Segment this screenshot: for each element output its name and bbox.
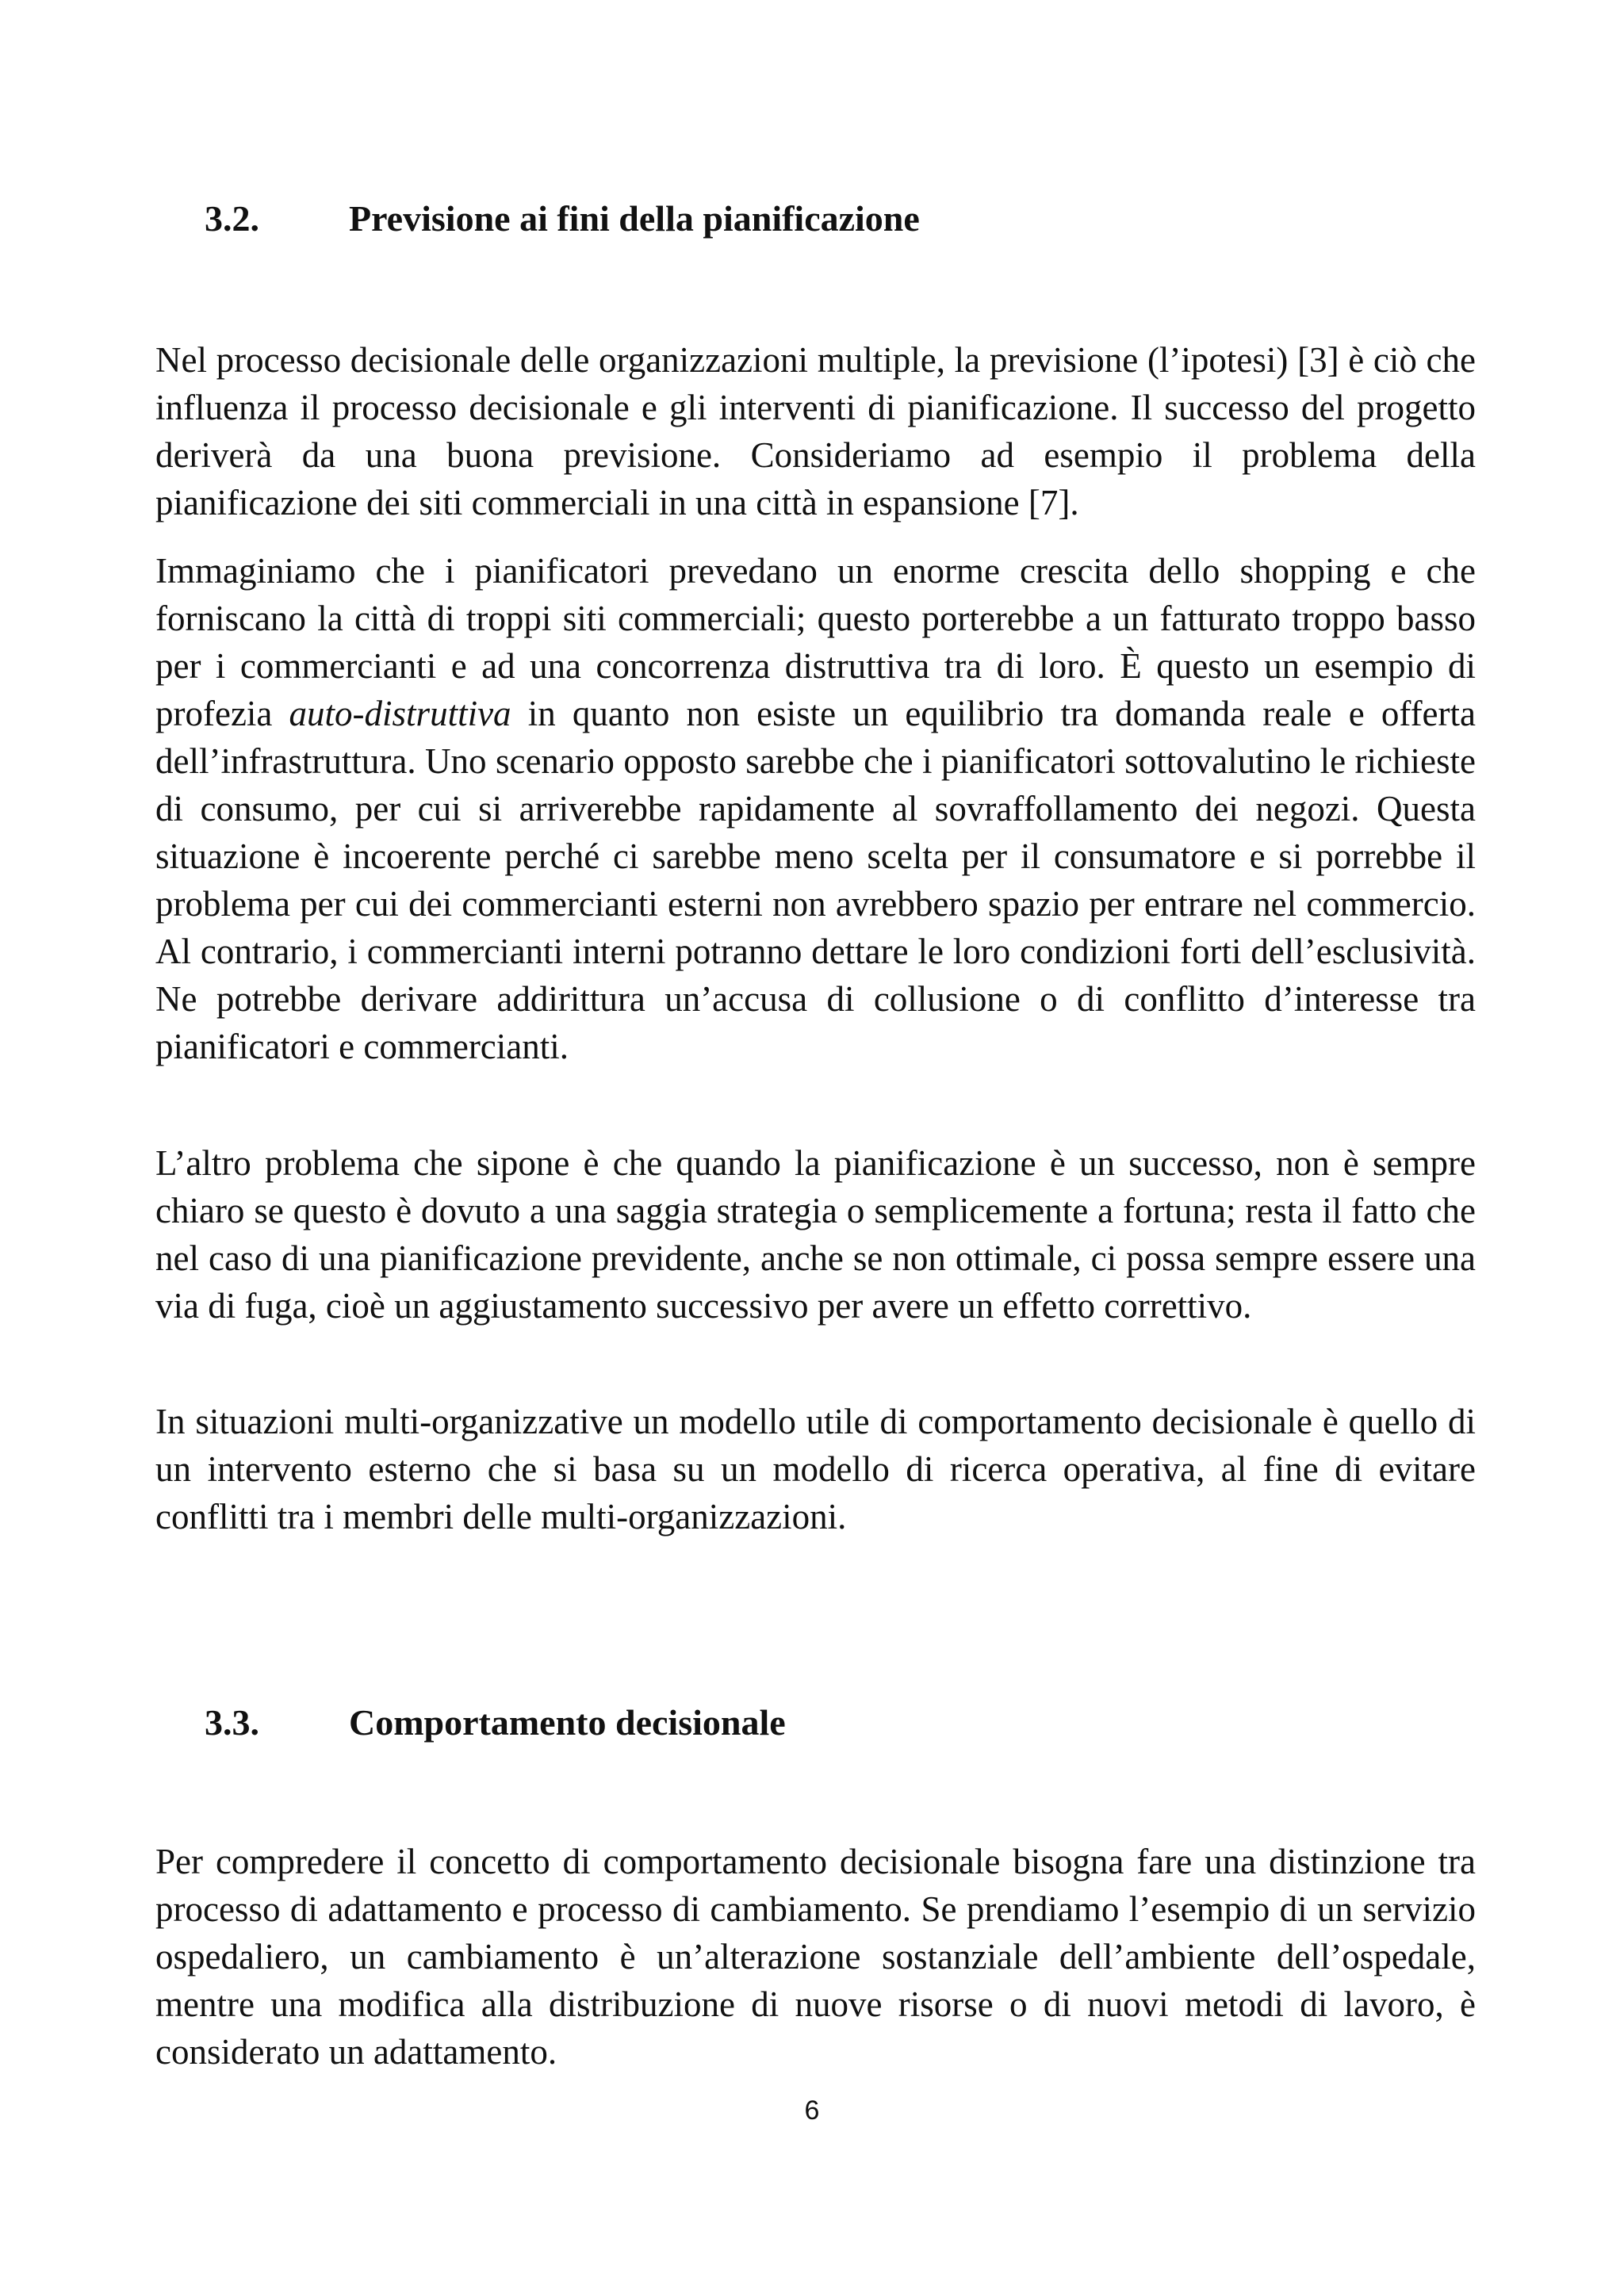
section-title: Previsione ai fini della pianificazione [349, 198, 920, 239]
section-title: Comportamento decisionale [349, 1702, 786, 1743]
section-heading-3-3 [205, 1699, 786, 1747]
paragraph-planning-success: L’altro problema che sipone è che quando la pianificazione è un successo, non è sempre chiaro se questo è dovuto a una saggia strategia o semplicemente a fortuna; resta il fatto che nel caso di una pianificazione previdente, anche se non ottimale, ci possa sempre essere una via di fuga, cioè un aggiustamento successivo per avere un effetto correttivo. [155, 1143, 1476, 1326]
paragraph-text-after: in quanto non esiste un equilibrio tra domanda reale e offerta dell’infrastruttura. Uno scenario opposto sarebbe che i pianificatori sottovalutino le richieste di consumo, per cui si arriverebbe rapidamente al sovraffollamento dei negozi. Questa situazione è incoerente perché ci sarebbe meno scelta per il consumatore e si porrebbe il problema per cui dei commercianti esterni non avrebbero spazio per entrare nel commercio. Al contrario, i commercianti interni potranno dettare le loro condizioni forti dell’esclusività. Ne potrebbe derivare addirittura un’accusa di collusione o di conflitto d’interesse tra pianificatori e commercianti. [155, 694, 1476, 1066]
italic-term: auto-distruttiva [289, 694, 511, 733]
section-number: 3.2. [205, 198, 259, 239]
paragraph-multi-organizational: In situazioni multi-organizzative un modello utile di comportamento decisionale è quello di un intervento esterno che si basa su un modello di ricerca operativa, al fine di evitare conflitti tra i membri delle multi-organizzazioni. [155, 1402, 1476, 1536]
paragraph-decision-behaviour: Per compredere il concetto di comportamento decisionale bisogna fare una distinzione tra processo di adattamento e processo di cambiamento. Se prendiamo l’esempio di un servizio ospedaliero, un cambiamento è un’alterazione sostanziale dell’ambiente dell’ospedale, mentre una modifica alla distribuzione di nuove risorse o di nuovi metodi di lavoro, è considerato un adattamento. [155, 1842, 1476, 2072]
paragraph-forecast-intro: Nel processo decisionale delle organizzazioni multiple, la previsione (l’ipotesi) [3] è ciò che influenza il processo decisionale e gli interventi di pianificazione. Il successo del progetto deriverà da una buona previsione. Consideriamo ad esempio il problema della pianificazione dei siti commerciali in una città in espansione [7]. [155, 340, 1476, 522]
section-number: 3.3. [205, 1702, 259, 1743]
page-number: 6 [804, 2095, 820, 2126]
section-heading-3-2 [205, 195, 920, 243]
paragraph-self-destructive-prophecy [155, 547, 1476, 1070]
paragraph-text-before: Immaginiamo che i pianificatori prevedano un enorme crescita dello shopping e che forniscano la città di troppi siti commerciali; questo porterebbe a un fatturato troppo basso per i commercianti e ad una concorrenza distruttiva tra di loro. È questo un esempio di profezia [155, 551, 1476, 733]
